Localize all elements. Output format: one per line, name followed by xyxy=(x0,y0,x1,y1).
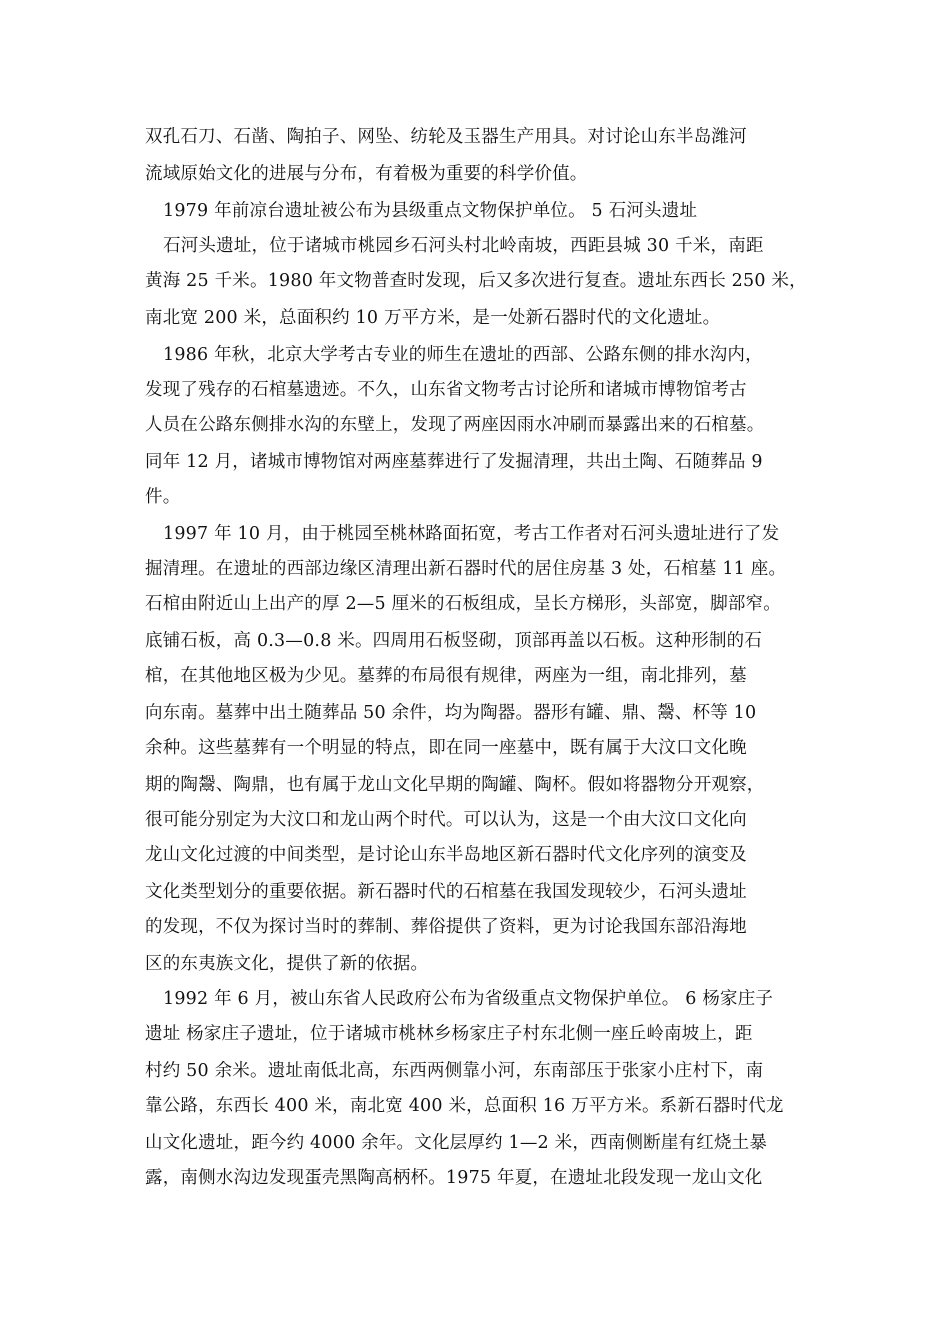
text-line: 人员在公路东侧排水沟的东壁上，发现了两座因雨水冲刷而暴露出来的石棺墓。 xyxy=(145,415,765,435)
text-line: 棺，在其他地区极为少见。墓葬的布局很有规律，两座为一组，南北排列，墓 xyxy=(145,666,747,686)
text-line: 1992 年 6 月，被山东省人民政府公布为省级重点文物保护单位。 6 杨家庄子 xyxy=(163,989,774,1009)
text-line: 的发现，不仅为探讨当时的葬制、葬俗提供了资料，更为讨论我国东部沿海地 xyxy=(145,917,747,937)
text-line: 流域原始文化的进展与分布，有着极为重要的科学价值。 xyxy=(145,164,588,184)
text-line: 文化类型划分的重要依据。新石器时代的石棺墓在我国发现较少，石河头遗址 xyxy=(145,882,747,902)
text-line: 掘清理。在遗址的西部边缘区清理出新石器时代的居住房基 3 处，石棺墓 11 座。 xyxy=(145,559,787,579)
text-line: 底铺石板，高 0.3—0.8 米。四周用石板竖砌，顶部再盖以石板。这种形制的石 xyxy=(145,631,763,651)
text-line: 余种。这些墓葬有一个明显的特点，即在同一座墓中，既有属于大汶口文化晚 xyxy=(145,738,747,758)
text-line: 龙山文化过渡的中间类型，是讨论山东半岛地区新石器时代文化序列的演变及 xyxy=(145,845,747,865)
text-line: 靠公路，东西长 400 米，南北宽 400 米，总面积 16 万平方米。系新石器时代龙 xyxy=(145,1096,784,1116)
text-line: 件。 xyxy=(145,487,181,507)
text-line: 遗址 杨家庄子遗址，位于诸城市桃林乡杨家庄子村东北侧一座丘岭南坡上，距 xyxy=(145,1024,753,1044)
text-line: 期的陶鬶、陶鼎，也有属于龙山文化早期的陶罐、陶杯。假如将器物分开观察， xyxy=(145,775,765,795)
text-line: 向东南。墓葬中出土随葬品 50 余件，均为陶器。器形有罐、鼎、鬶、杯等 10 xyxy=(145,703,757,723)
text-line: 露，南侧水沟边发现蛋壳黑陶高柄杯。1975 年夏，在遗址北段发现一龙山文化 xyxy=(145,1168,763,1188)
text-line: 山文化遗址，距今约 4000 余年。文化层厚约 1—2 米，西南侧断崖有红烧土暴 xyxy=(145,1133,768,1153)
text-line: 1986 年秋，北京大学考古专业的师生在遗址的西部、公路东侧的排水沟内， xyxy=(163,345,763,365)
text-line: 双孔石刀、石凿、陶拍子、网坠、纺轮及玉器生产用具。对讨论山东半岛潍河 xyxy=(145,127,747,147)
text-line: 1979 年前凉台遗址被公布为县级重点文物保护单位。 5 石河头遗址 xyxy=(163,201,698,221)
text-line: 1997 年 10 月，由于桃园至桃林路面拓宽，考古工作者对石河头遗址进行了发 xyxy=(163,524,780,544)
text-line: 黄海 25 千米。1980 年文物普查时发现，后又多次进行复查。遗址东西长 250 米， xyxy=(145,271,807,291)
text-line: 很可能分别定为大汶口和龙山两个时代。可以认为，这是一个由大汶口文化向 xyxy=(145,810,747,830)
text-line: 同年 12 月，诸城市博物馆对两座墓葬进行了发掘清理，共出土陶、石随葬品 9 xyxy=(145,452,763,472)
text-line: 石河头遗址，位于诸城市桃园乡石河头村北岭南坡，西距县城 30 千米，南距 xyxy=(163,236,764,256)
text-line: 村约 50 余米。遗址南低北高，东西两侧靠小河，东南部压于张家小庄村下，南 xyxy=(145,1061,764,1081)
text-line: 发现了残存的石棺墓遗迹。不久，山东省文物考古讨论所和诸城市博物馆考古 xyxy=(145,380,747,400)
text-line: 区的东夷族文化，提供了新的依据。 xyxy=(145,954,429,974)
text-line: 南北宽 200 米，总面积约 10 万平方米，是一处新石器时代的文化遗址。 xyxy=(145,308,721,328)
text-line: 石棺由附近山上出产的厚 2—5 厘米的石板组成，呈长方梯形，头部宽，脚部窄。 xyxy=(145,594,781,614)
